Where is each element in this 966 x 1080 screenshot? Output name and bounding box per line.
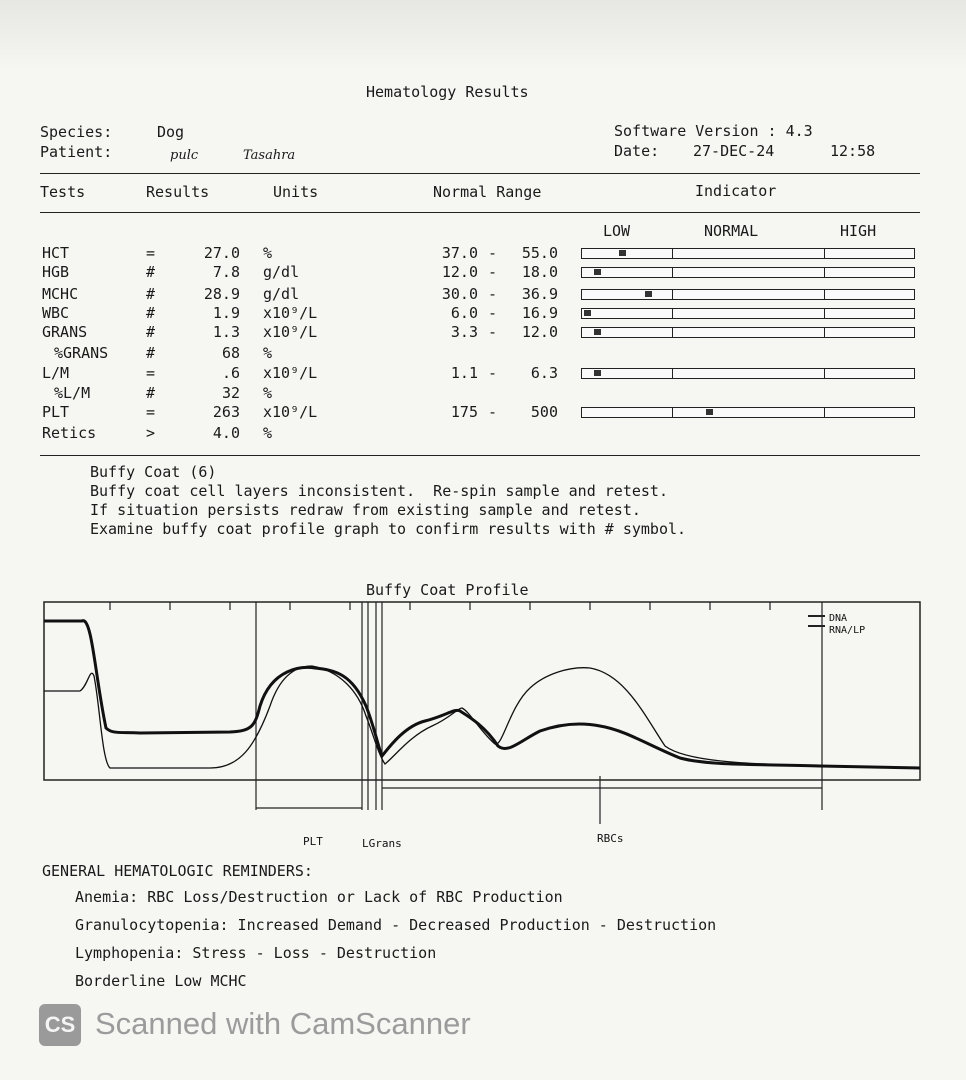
reminders-heading: GENERAL HEMATOLOGIC REMINDERS: (42, 862, 313, 880)
test-name: HCT (42, 244, 70, 262)
range-low: 6.0 (450, 304, 478, 322)
buffy-coat-profile-graph (40, 596, 925, 856)
col-indicator: Indicator (695, 182, 777, 200)
result-flag: = (146, 403, 156, 421)
indicator-bar (581, 289, 915, 300)
date-value: 27-DEC-24 (693, 142, 775, 160)
graph-region-lines (256, 602, 822, 824)
label-rbcs: RBCs (597, 832, 624, 845)
range-low: 175 (450, 403, 478, 421)
result-value: 1.9 (212, 304, 240, 322)
result-flag: # (146, 384, 156, 402)
species-label: Species: (40, 123, 113, 141)
range-dash: - (488, 304, 498, 322)
range-low: 12.0 (441, 263, 478, 281)
indicator-bar (581, 327, 915, 338)
species-value: Dog (157, 123, 185, 141)
range-dash: - (488, 403, 498, 421)
indicator-marker (594, 269, 601, 275)
time-value: 12:58 (830, 142, 876, 160)
range-dash: - (488, 323, 498, 341)
reminder-item: Borderline Low MCHC (75, 972, 247, 990)
graph-ticks (110, 602, 770, 610)
test-name: WBC (42, 304, 70, 322)
range-high: 500 (530, 403, 558, 421)
range-low: 1.1 (450, 364, 478, 382)
test-name: %GRANS (54, 344, 109, 362)
reminder-item: Granulocytopenia: Increased Demand - Decreased Production - Destruction (75, 916, 717, 934)
label-lgrans: LGrans (362, 837, 402, 850)
result-flag: # (146, 304, 156, 322)
indicator-bar (581, 248, 915, 259)
header-rule-top (40, 173, 920, 174)
indicator-marker (594, 370, 601, 376)
test-name: L/M (42, 364, 70, 382)
indicator-bar (581, 308, 915, 319)
result-value: 32 (221, 384, 240, 402)
range-low: 3.3 (450, 323, 478, 341)
note-line: Buffy coat cell layers inconsistent. Re-spin sample and retest. (90, 482, 668, 500)
result-unit: g/dl (263, 285, 300, 303)
legend-dna: DNA (829, 613, 848, 624)
result-value: 4.0 (212, 424, 240, 442)
indicator-marker (645, 291, 652, 297)
header-rule-bottom (40, 212, 920, 213)
indicator-bar (581, 407, 915, 418)
range-high: 36.9 (521, 285, 558, 303)
result-value: 7.8 (212, 263, 240, 281)
reminder-item: Lymphopenia: Stress - Loss - Destruction (75, 944, 437, 962)
result-flag: # (146, 263, 156, 281)
range-dash: - (488, 244, 498, 262)
test-name: MCHC (42, 285, 79, 303)
range-dash: - (488, 263, 498, 281)
range-dash: - (488, 285, 498, 303)
result-flag: = (146, 244, 156, 262)
indicator-marker (594, 329, 601, 335)
patient-name-last: Tasahra (243, 148, 296, 163)
reminder-item: Anemia: RBC Loss/Destruction or Lack of RBC Production (75, 888, 563, 906)
note-line: If situation persists redraw from existing sample and retest. (90, 501, 641, 519)
col-tests: Tests (40, 183, 86, 201)
range-high: 12.0 (521, 323, 558, 341)
patient-label: Patient: (40, 143, 113, 161)
result-unit: x10⁹/L (263, 323, 318, 341)
result-unit: % (263, 384, 273, 402)
result-unit: g/dl (263, 263, 300, 281)
range-low: 30.0 (441, 285, 478, 303)
label-plt: PLT (303, 835, 323, 848)
col-units: Units (273, 183, 319, 201)
graph-frame (44, 602, 920, 780)
indicator-high-label: HIGH (840, 222, 877, 240)
result-flag: = (146, 364, 156, 382)
profile-title: Buffy Coat Profile (366, 581, 529, 599)
result-flag: # (146, 323, 156, 341)
dna-curve (44, 621, 920, 768)
result-value: 27.0 (203, 244, 240, 262)
result-flag: > (146, 424, 156, 442)
indicator-normal-label: NORMAL (704, 222, 759, 240)
indicator-marker (619, 250, 626, 256)
date-label: Date: (614, 142, 660, 160)
result-flag: # (146, 285, 156, 303)
legend-rna-lp: RNA/LP (829, 625, 866, 636)
result-unit: % (263, 244, 273, 262)
result-unit: % (263, 344, 273, 362)
camscanner-logo: CS (39, 1004, 81, 1046)
indicator-marker (584, 310, 591, 316)
test-name: GRANS (42, 323, 88, 341)
result-unit: x10⁹/L (263, 304, 318, 322)
result-unit: x10⁹/L (263, 403, 318, 421)
note-line: Examine buffy coat profile graph to confirm results with # symbol. (90, 520, 687, 538)
indicator-low-label: LOW (603, 222, 631, 240)
col-results: Results (146, 183, 210, 201)
indicator-marker (706, 409, 713, 415)
test-name: Retics (42, 424, 97, 442)
software-version: Software Version : 4.3 (614, 122, 813, 140)
test-name: %L/M (54, 384, 91, 402)
result-value: 1.3 (212, 323, 240, 341)
range-low: 37.0 (441, 244, 478, 262)
result-value: 68 (221, 344, 240, 362)
range-high: 18.0 (521, 263, 558, 281)
note-line: Buffy Coat (6) (90, 463, 217, 481)
results-rule (40, 455, 920, 456)
indicator-bar (581, 267, 915, 278)
result-flag: # (146, 344, 156, 362)
result-value: 28.9 (203, 285, 240, 303)
patient-name-first: pulc (170, 148, 199, 163)
result-unit: % (263, 424, 273, 442)
rna-lp-curve (44, 666, 920, 768)
range-dash: - (488, 364, 498, 382)
result-value: 263 (212, 403, 240, 421)
range-high: 16.9 (521, 304, 558, 322)
col-normal-range: Normal Range (433, 183, 542, 201)
result-unit: x10⁹/L (263, 364, 318, 382)
test-name: HGB (42, 263, 70, 281)
indicator-bar (581, 368, 915, 379)
camscanner-watermark: Scanned with CamScanner (95, 1006, 471, 1041)
scan-shadow (0, 0, 966, 70)
result-value: .6 (221, 364, 240, 382)
range-high: 55.0 (521, 244, 558, 262)
range-high: 6.3 (530, 364, 558, 382)
test-name: PLT (42, 403, 70, 421)
report-title: Hematology Results (366, 83, 529, 101)
